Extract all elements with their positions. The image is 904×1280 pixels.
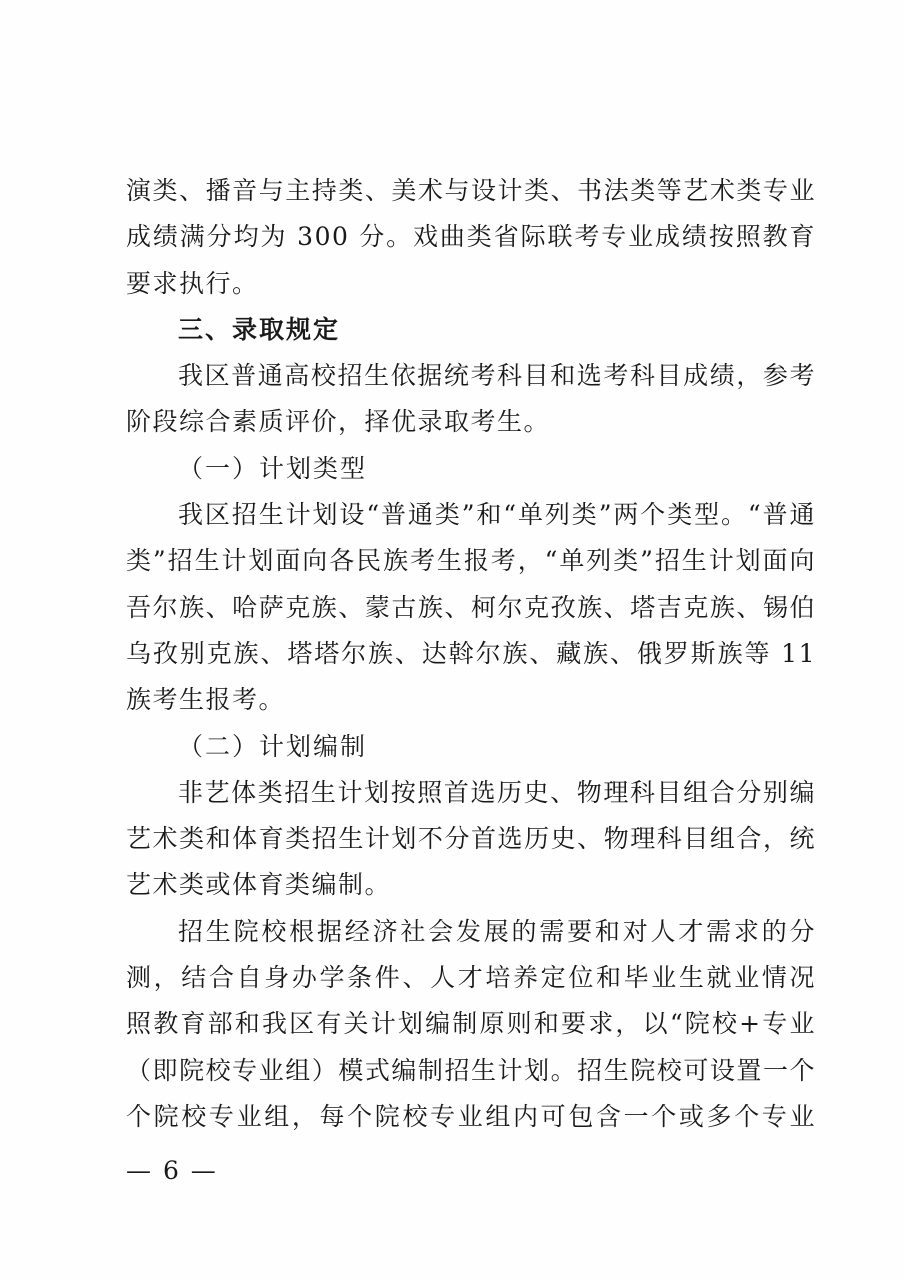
paragraph-line: 我区普通高校招生依据统考科目和选考科目成绩，参考	[178, 361, 816, 391]
paragraph-line: 要求执行。	[126, 268, 259, 298]
paragraph-line: 照教育部和我区有关计划编制原则和要求，以“院校+专业	[126, 1009, 816, 1039]
paragraph-line: 招生院校根据经济社会发展的需要和对人才需求的分	[178, 916, 816, 946]
paragraph-line: 测，结合自身办学条件、人才培养定位和毕业生就业情况	[126, 963, 816, 993]
section-heading: 三、录取规定	[178, 314, 341, 344]
paragraph-line: （即院校专业组）模式编制招生计划。招生院校可设置一个	[126, 1055, 816, 1085]
paragraph-line: 乌孜别克族、塔塔尔族、达斡尔族、藏族、俄罗斯族等 11	[126, 638, 816, 668]
paragraph-line: 吾尔族、哈萨克族、蒙古族、柯尔克孜族、塔吉克族、锡伯	[126, 592, 816, 622]
paragraph-line: 我区招生计划设“普通类”和“单列类”两个类型。“普通	[178, 500, 816, 530]
paragraph-line: 阶段综合素质评价，择优录取考生。	[126, 407, 551, 437]
paragraph-line: 非艺体类招生计划按照首选历史、物理科目组合分别编	[178, 777, 816, 807]
paragraph-line: 族考生报考。	[126, 685, 286, 715]
document-body	[126, 168, 816, 1140]
paragraph-line: 艺术类或体育类编制。	[126, 870, 392, 900]
paragraph-line: 个院校专业组，每个院校专业组内可包含一个或多个专业	[126, 1101, 816, 1131]
paragraph-line: 艺术类和体育类招生计划不分首选历史、物理科目组合，统	[126, 824, 816, 854]
paragraph-line: 演类、播音与主持类、美术与设计类、书法类等艺术类专业	[126, 176, 816, 205]
paragraph-line: 成绩满分均为 300 分。戏曲类省际联考专业成绩按照教育	[126, 222, 816, 252]
subsection-heading: （二）计划编制	[178, 731, 368, 761]
paragraph-line: 类”招生计划面向各民族考生报考，“单列类”招生计划面向	[126, 546, 816, 576]
page-number: — 6 —	[126, 1156, 218, 1185]
subsection-heading: （一）计划类型	[178, 453, 368, 483]
